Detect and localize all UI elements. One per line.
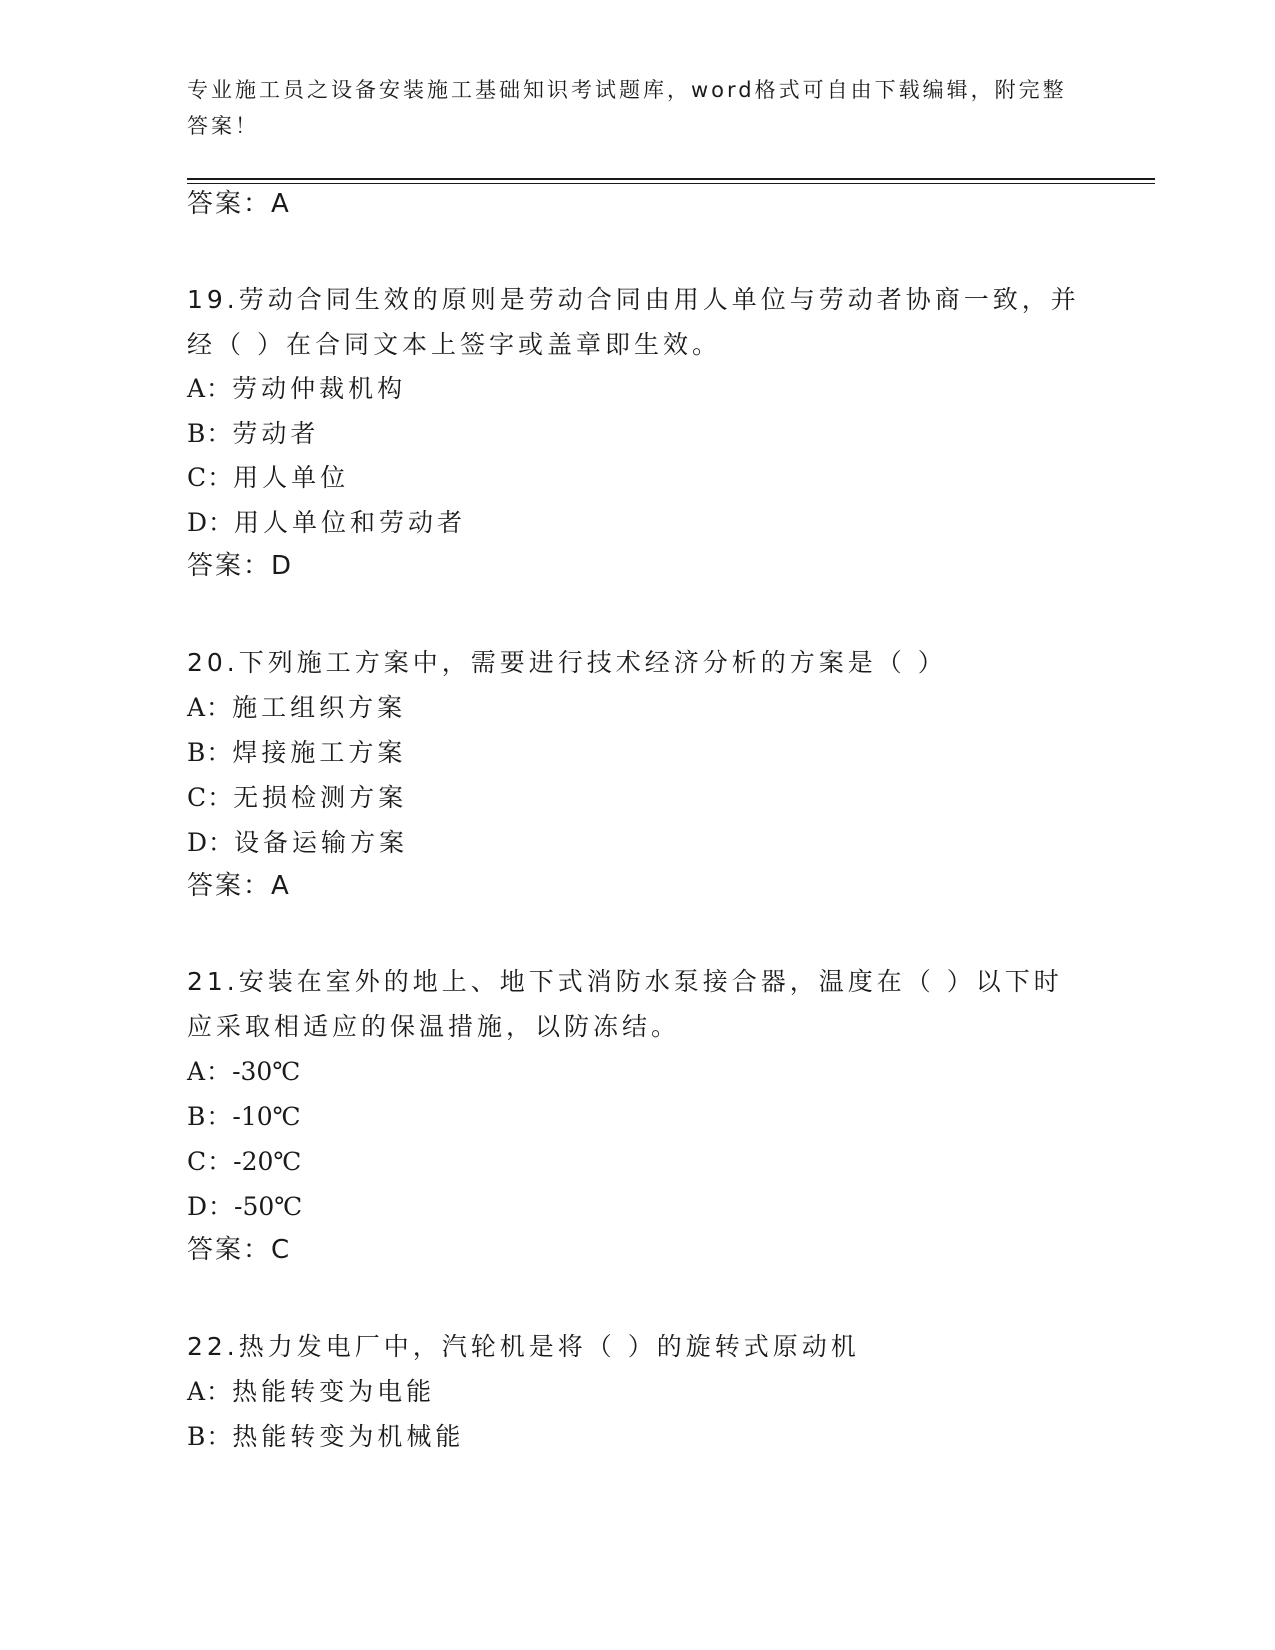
header-rule-thick xyxy=(187,178,1155,180)
option-label: D： xyxy=(187,508,235,537)
option-text: 劳动者 xyxy=(232,419,320,448)
header-rule-thin xyxy=(187,183,1155,184)
option-text: 无损检测方案 xyxy=(233,783,408,812)
option-label: A： xyxy=(187,1377,233,1406)
question-19-option-d xyxy=(187,507,466,539)
question-22-option-a xyxy=(187,1376,435,1408)
option-label: B： xyxy=(187,419,233,448)
option-label: A： xyxy=(187,374,233,403)
option-text: 用人单位和劳动者 xyxy=(234,508,467,537)
question-19-option-b xyxy=(187,418,319,450)
option-label: B： xyxy=(187,1102,233,1131)
option-text: 热能转变为机械能 xyxy=(232,1422,465,1451)
option-label: A： xyxy=(187,693,233,722)
option-text: -20℃ xyxy=(233,1147,302,1176)
page-header: 专业施工员之设备安装施工基础知识考试题库，word格式可自由下载编辑，附完整答案！ xyxy=(187,78,1067,138)
question-19-line-1: 19.劳动合同生效的原则是劳动合同由用人单位与劳动者协商一致，并 xyxy=(187,285,1080,314)
answer-20: 答案：A xyxy=(187,871,291,901)
option-text: -30℃ xyxy=(232,1057,301,1086)
option-text: 热能转变为电能 xyxy=(232,1377,436,1406)
option-label: C： xyxy=(187,463,234,492)
answer-18: 答案：A xyxy=(187,189,291,219)
option-text: 用人单位 xyxy=(233,463,350,492)
question-21-line-1: 21.安装在室外的地上、地下式消防水泵接合器，温度在（ ）以下时 xyxy=(187,967,1063,996)
option-text: 劳动仲裁机构 xyxy=(232,374,407,403)
question-21-option-c xyxy=(187,1146,301,1178)
question-19-line-2: 经（ ）在合同文本上签字或盖章即生效。 xyxy=(187,330,721,359)
question-19-option-c xyxy=(187,462,349,494)
question-22-line-1: 22.热力发电厂中，汽轮机是将（ ）的旋转式原动机 xyxy=(187,1332,860,1361)
option-label: C： xyxy=(187,1147,234,1176)
question-22-option-b xyxy=(187,1421,464,1453)
option-label: B： xyxy=(187,738,233,767)
question-21-option-b xyxy=(187,1101,301,1133)
option-text: -10℃ xyxy=(232,1102,301,1131)
question-20-option-d xyxy=(187,827,408,859)
answer-21: 答案：C xyxy=(187,1235,292,1265)
question-21-option-a xyxy=(187,1056,300,1088)
question-20-line-1: 20.下列施工方案中，需要进行技术经济分析的方案是（ ） xyxy=(187,648,947,677)
option-text: 施工组织方案 xyxy=(232,693,407,722)
option-label: D： xyxy=(187,1192,235,1221)
option-text: -50℃ xyxy=(234,1192,303,1221)
question-20-option-a xyxy=(187,692,406,724)
answer-19: 答案：D xyxy=(187,551,294,581)
option-label: B： xyxy=(187,1422,233,1451)
question-21-line-2: 应采取相适应的保温措施，以防冻结。 xyxy=(187,1012,681,1041)
question-20-option-c xyxy=(187,782,407,814)
option-text: 设备运输方案 xyxy=(234,828,409,857)
question-21-option-d xyxy=(187,1191,302,1223)
option-text: 焊接施工方案 xyxy=(232,738,407,767)
option-label: D： xyxy=(187,828,235,857)
option-label: C： xyxy=(187,783,234,812)
option-label: A： xyxy=(187,1057,233,1086)
question-19-option-a xyxy=(187,373,406,405)
question-20-option-b xyxy=(187,737,406,769)
